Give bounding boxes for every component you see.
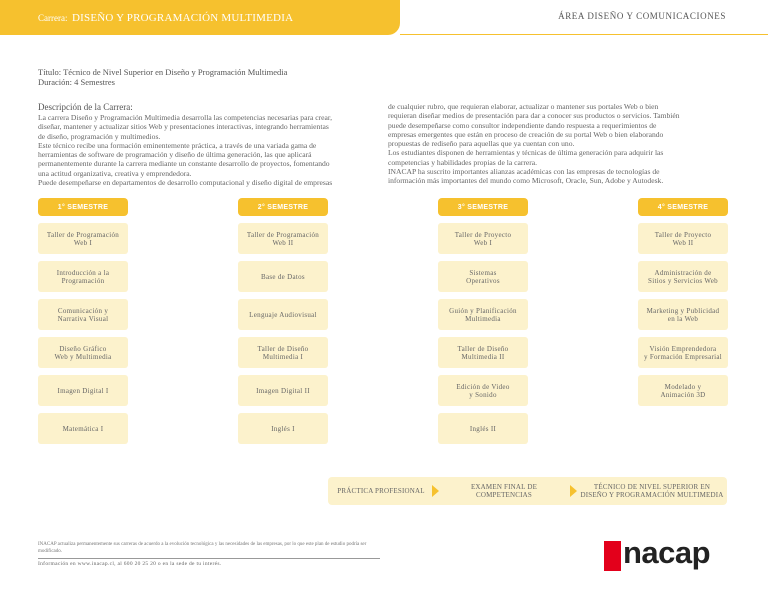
semester-2-header: 2° SEMESTRE xyxy=(238,198,328,216)
semester-4-header: 4° SEMESTRE xyxy=(638,198,728,216)
course-cell: Imagen Digital II xyxy=(238,375,328,406)
course-cell: Taller de Diseño Multimedia II xyxy=(438,337,528,368)
description-line: Los estudiantes disponen de herramientas y técnicas de última generación para adquirir las xyxy=(388,148,664,158)
course-cell: Matemática I xyxy=(38,413,128,444)
career-name: DISEÑO Y PROGRAMACIÓN MULTIMEDIA xyxy=(72,12,294,24)
course-cell: Taller de Diseño Multimedia I xyxy=(238,337,328,368)
course-cell: Guión y Planificación Multimedia xyxy=(438,299,528,330)
description-line: herramientas de software de programación y diseño de última generación, las que aplicará xyxy=(38,150,312,160)
description-line: de diseño, programación y multimedios. xyxy=(38,131,161,141)
area-name: ÁREA DISEÑO Y COMUNICACIONES xyxy=(558,11,726,21)
final-exam: EXAMEN FINAL DE COMPETENCIAS xyxy=(470,483,538,499)
course-cell: Imagen Digital I xyxy=(38,375,128,406)
course-cell: Visión Emprendedora y Formación Empresarial xyxy=(638,337,728,368)
description-line: propuestas de rediseño para aquellas que ya cuentan con uno. xyxy=(388,139,575,149)
description-line: Este técnico recibe una formación eminentemente práctica, a través de una variada gama de xyxy=(38,140,317,150)
arrow-right-icon xyxy=(432,485,439,497)
arrow-right-icon xyxy=(570,485,577,497)
footnote: INACAP actualiza permanentemente sus carreras de acuerdo a la evolución tecnológica y las necesidades de las empresas, por lo que este plan de estudio podría ser modificado. xyxy=(38,542,367,554)
footer-divider xyxy=(38,558,380,559)
header-divider xyxy=(400,34,768,35)
description-line: Puede desempeñarse en departamentos de desarrollo computacional y diseño digital de empresas xyxy=(38,178,333,188)
degree-title: TÉCNICO DE NIVEL SUPERIOR EN DISEÑO Y PROGRAMACIÓN MULTIMEDIA xyxy=(580,483,724,499)
course-cell: Inglés II xyxy=(438,413,528,444)
career-info xyxy=(38,67,287,87)
description-left-column xyxy=(38,113,378,187)
course-cell: Marketing y Publicidad en la Web xyxy=(638,299,728,330)
page-header xyxy=(0,0,768,35)
course-cell: Taller de Proyecto Web I xyxy=(438,223,528,254)
description-line: de cualquier rubro, que requieran elaborar, actualizar o mantener sus portales Web o bien xyxy=(388,102,659,111)
header-bar xyxy=(0,0,400,35)
career-title: Título: Técnico de Nivel Superior en Diseño y Programación Multimedia xyxy=(38,67,288,77)
semester-3-header: 3° SEMESTRE xyxy=(438,198,528,216)
description-right-column xyxy=(388,102,726,186)
logo-red-block xyxy=(604,541,621,571)
course-cell: Modelado y Animación 3D xyxy=(638,375,728,406)
description-line: permanentemente durante la carrera mediante un constante desarrollo de proyectos, fomentando xyxy=(38,159,330,169)
semester-1-header: 1° SEMESTRE xyxy=(38,198,128,216)
description-line: diseñar, mantener y actualizar sitios Web y presentaciones interactivas, integrando herramientas xyxy=(38,122,329,132)
course-cell: Taller de Programación Web I xyxy=(38,223,128,254)
description-line: información más importantes del mundo como Microsoft, Oracle, Sun, Adobe y Autodesk. xyxy=(388,176,664,186)
course-cell: Taller de Proyecto Web II xyxy=(638,223,728,254)
description-heading: Descripción de la Carrera: xyxy=(38,102,133,112)
course-cell: Introducción a la Programación xyxy=(38,261,128,292)
course-cell: Taller de Programación Web II xyxy=(238,223,328,254)
professional-practice: PRÁCTICA PROFESIONAL xyxy=(337,487,425,495)
description-line: competencias y habilidades propias de la carrera. xyxy=(388,157,538,167)
career-duration: Duración: 4 Semestres xyxy=(38,77,115,87)
description-line: INACAP ha suscrito importantes alianzas académicas con las empresas de tecnologías de xyxy=(388,167,660,177)
course-cell: Inglés I xyxy=(238,413,328,444)
logo-wordmark: nacap xyxy=(623,535,711,570)
final-steps-bar xyxy=(328,477,727,505)
description-line: una actitud organizativa, creativa y emprendedora. xyxy=(38,168,192,178)
course-cell: Lenguaje Audiovisual xyxy=(238,299,328,330)
description-line: requieran diseñar medios de presentación para dar a conocer sus productos o servicios. También xyxy=(388,111,680,121)
course-cell: Base de Datos xyxy=(238,261,328,292)
course-cell: Edición de Video y Sonido xyxy=(438,375,528,406)
inacap-logo xyxy=(604,537,729,573)
course-cell: Administración de Sitios y Servicios Web xyxy=(638,261,728,292)
description-line: empresas emergentes que están en proceso de creación de su portal Web o bien elaborando xyxy=(388,129,664,139)
course-cell: Comunicación y Narrativa Visual xyxy=(38,299,128,330)
contact-info: Información en www.inacap.cl, al 600 20 25 20 o en la sede de tu interés. xyxy=(38,561,222,567)
course-cell: Diseño Gráfico Web y Multimedia xyxy=(38,337,128,368)
career-label: Carrera: xyxy=(38,13,68,23)
description-line: puede desempeñarse como consultor independiente dando respuesta a requerimientos de xyxy=(388,120,657,130)
description-line: La carrera Diseño y Programación Multimedia desarrolla las competencias necesarias para crear, xyxy=(38,113,333,122)
course-cell: Sistemas Operativos xyxy=(438,261,528,292)
